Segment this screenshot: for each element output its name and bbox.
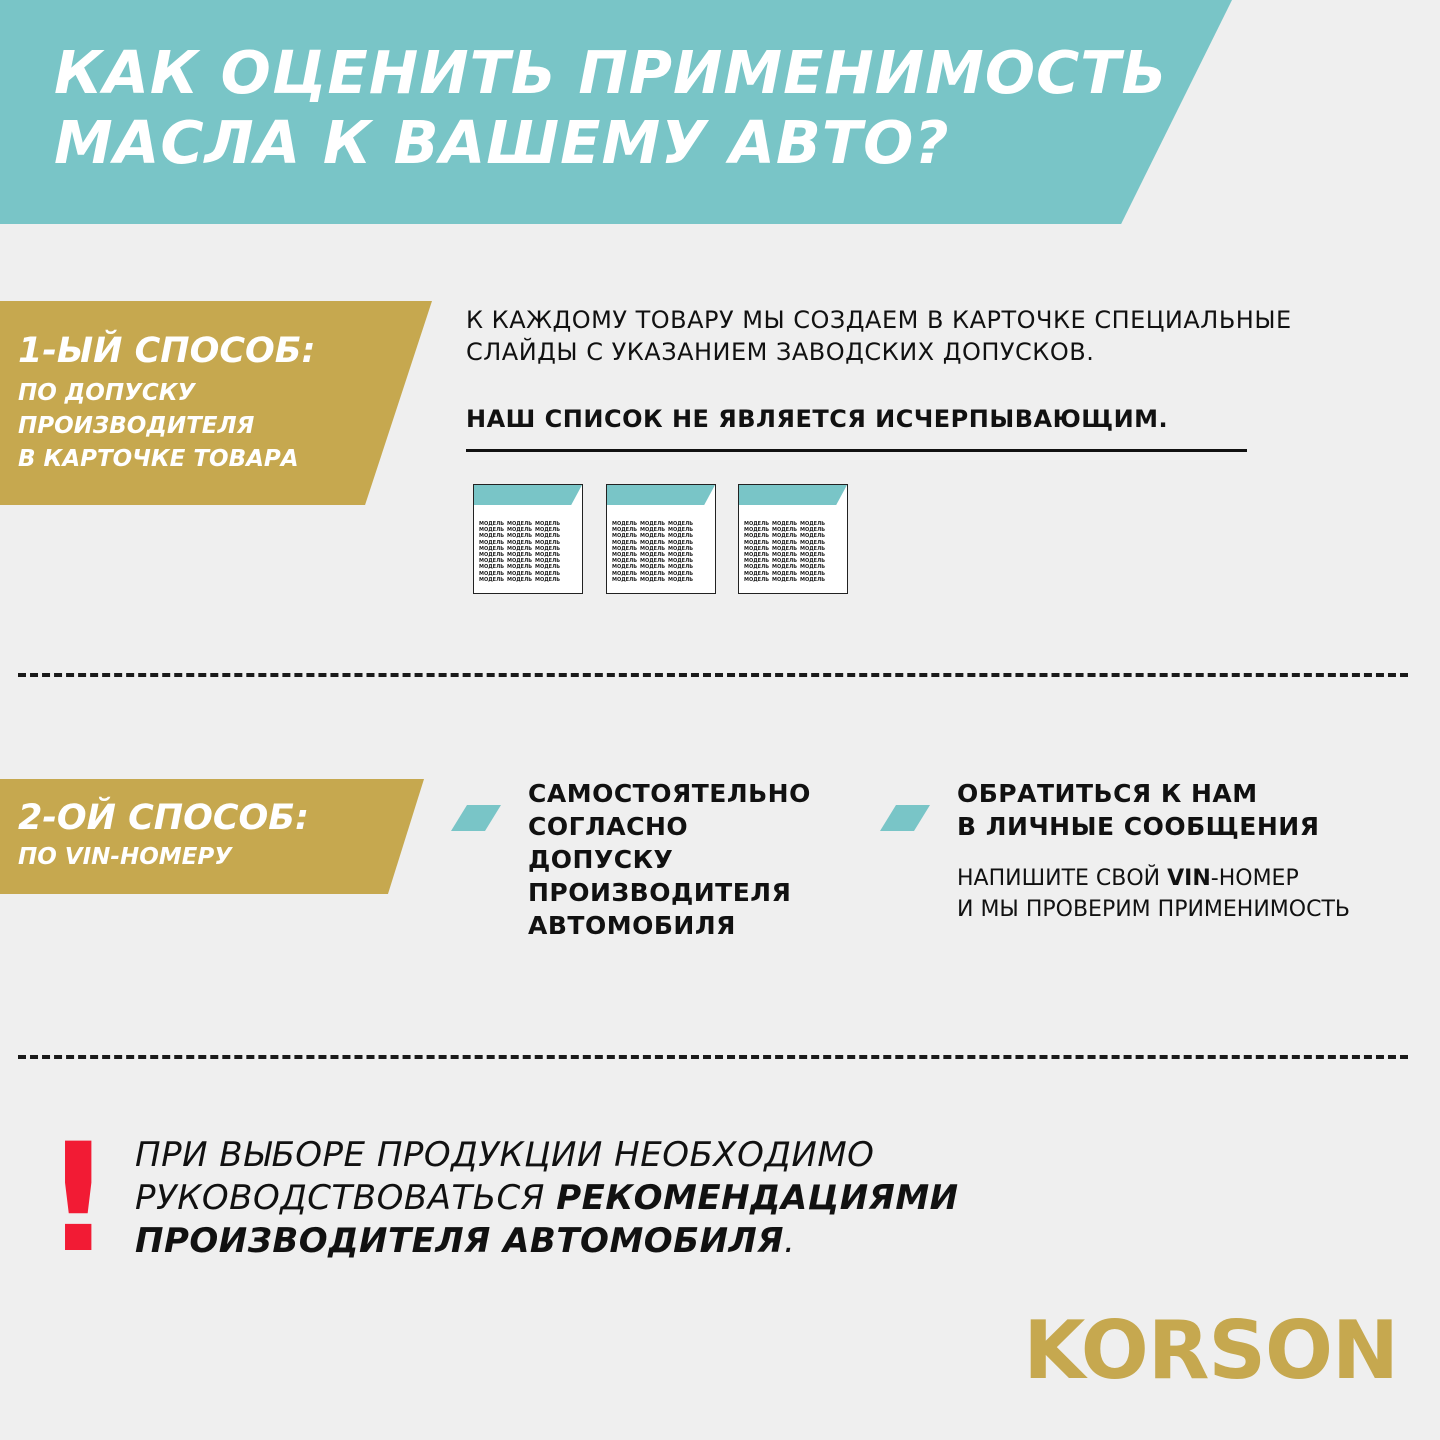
warning-line3 [135, 1220, 1235, 1263]
method1-note: НАШ СПИСОК НЕ ЯВЛЯЕТСЯ ИСЧЕРПЫВАЮЩИМ. [466, 405, 1169, 433]
dashed-divider-2 [18, 1055, 1408, 1059]
slide-model-word: МОДЕЛЬ [772, 521, 798, 527]
slide-model-word: МОДЕЛЬ [612, 558, 638, 565]
slide-model-word: МОДЕЛЬ [744, 545, 770, 552]
slide-header-band [474, 485, 582, 505]
option2-line2: В ЛИЧНЫЕ СООБЩЕНИЯ [957, 812, 1320, 841]
page-title-line2: МАСЛА К ВАШЕМУ АВТО? [54, 108, 950, 177]
warning-line3-end: . [783, 1221, 796, 1261]
slide-model-word: МОДЕЛЬ [744, 576, 770, 583]
method2-label [18, 797, 309, 874]
exclamation-icon: ! [44, 1112, 113, 1286]
slide-model-word: МОДЕЛЬ [668, 570, 694, 577]
slide-model-word: МОДЕЛЬ [800, 527, 826, 534]
slide-model-word: МОДЕЛЬ [800, 564, 826, 571]
warning-text [135, 1134, 1235, 1263]
slide-model-word: МОДЕЛЬ [507, 558, 533, 565]
slide-model-word: МОДЕЛЬ [479, 533, 505, 540]
slide-model-word: МОДЕЛЬ [668, 545, 694, 552]
page-title [54, 38, 1214, 178]
warning-line2-plain: РУКОВОДСТВОВАТЬСЯ [135, 1178, 557, 1218]
slide-model-word: МОДЕЛЬ [507, 539, 533, 546]
slide-model-word: МОДЕЛЬ [744, 558, 770, 565]
slide-model-grid [744, 521, 844, 583]
slide-header-band [607, 485, 715, 505]
slide-thumbnail-1 [473, 484, 583, 594]
slide-thumbnail-3 [738, 484, 848, 594]
option1-line4: ПРОИЗВОДИТЕЛЯ [528, 878, 792, 907]
slide-model-word: МОДЕЛЬ [744, 521, 770, 527]
warning-line1: ПРИ ВЫБОРЕ ПРОДУКЦИИ НЕОБХОДИМО [135, 1135, 875, 1175]
option2-desc-text-c: -НОМЕР [1210, 866, 1299, 891]
method1-desc-line1: К КАЖДОМУ ТОВАРУ МЫ СОЗДАЕМ В КАРТОЧКЕ СПЕЦИАЛЬНЫЕ [466, 306, 1292, 334]
slide-model-word: МОДЕЛЬ [744, 527, 770, 534]
slide-model-word: МОДЕЛЬ [612, 545, 638, 552]
slide-model-word: МОДЕЛЬ [507, 521, 533, 527]
slide-model-word: МОДЕЛЬ [640, 552, 666, 559]
option2-desc-vin: VIN [1167, 866, 1211, 891]
option1-line1: САМОСТОЯТЕЛЬНО [528, 779, 811, 808]
method1-underline [466, 449, 1247, 452]
slide-model-word: МОДЕЛЬ [668, 552, 694, 559]
option2-marker-icon [880, 805, 930, 831]
slide-model-word: МОДЕЛЬ [479, 558, 505, 565]
slide-model-word: МОДЕЛЬ [479, 564, 505, 571]
slide-model-word: МОДЕЛЬ [800, 570, 826, 577]
slide-model-word: МОДЕЛЬ [668, 521, 694, 527]
slide-model-word: МОДЕЛЬ [612, 539, 638, 546]
slide-model-word: МОДЕЛЬ [535, 564, 561, 571]
slide-model-word: МОДЕЛЬ [800, 533, 826, 540]
option2-text [957, 777, 1350, 925]
slide-model-word: МОДЕЛЬ [507, 576, 533, 583]
slide-model-word: МОДЕЛЬ [772, 552, 798, 559]
slide-model-word: МОДЕЛЬ [535, 558, 561, 565]
option1-marker-icon [451, 805, 501, 831]
slide-model-word: МОДЕЛЬ [535, 545, 561, 552]
slide-model-word: МОДЕЛЬ [800, 521, 826, 527]
slide-model-word: МОДЕЛЬ [772, 558, 798, 565]
slide-model-word: МОДЕЛЬ [640, 570, 666, 577]
slide-header-band [739, 485, 847, 505]
slide-model-word: МОДЕЛЬ [507, 527, 533, 534]
slide-model-word: МОДЕЛЬ [535, 552, 561, 559]
slide-model-word: МОДЕЛЬ [640, 545, 666, 552]
slide-model-word: МОДЕЛЬ [668, 533, 694, 540]
slide-grid-row [479, 577, 579, 583]
warning-line2 [135, 1177, 1235, 1220]
slide-model-word: МОДЕЛЬ [507, 545, 533, 552]
slide-model-word: МОДЕЛЬ [772, 570, 798, 577]
slide-model-word: МОДЕЛЬ [744, 570, 770, 577]
slide-model-word: МОДЕЛЬ [640, 527, 666, 534]
slide-model-word: МОДЕЛЬ [535, 533, 561, 540]
slide-model-word: МОДЕЛЬ [668, 558, 694, 565]
slide-model-word: МОДЕЛЬ [640, 539, 666, 546]
option2-line1: ОБРАТИТЬСЯ К НАМ [957, 779, 1258, 808]
slide-model-word: МОДЕЛЬ [479, 521, 505, 527]
method1-sub-line2: ПРОИЗВОДИТЕЛЯ [18, 413, 255, 439]
slide-model-word: МОДЕЛЬ [800, 552, 826, 559]
method1-sub-line3: В КАРТОЧКЕ ТОВАРА [18, 446, 299, 472]
slide-model-word: МОДЕЛЬ [772, 539, 798, 546]
slide-model-word: МОДЕЛЬ [612, 570, 638, 577]
slide-model-word: МОДЕЛЬ [640, 558, 666, 565]
slide-model-word: МОДЕЛЬ [507, 533, 533, 540]
option1-line3: ДОПУСКУ [528, 845, 674, 874]
slide-model-grid [479, 521, 579, 583]
slide-model-word: МОДЕЛЬ [744, 564, 770, 571]
method1-description [466, 304, 1406, 368]
slide-model-word: МОДЕЛЬ [535, 570, 561, 577]
slide-model-word: МОДЕЛЬ [640, 564, 666, 571]
slide-model-word: МОДЕЛЬ [479, 576, 505, 583]
slide-model-word: МОДЕЛЬ [800, 545, 826, 552]
slide-model-word: МОДЕЛЬ [772, 527, 798, 534]
slide-model-word: МОДЕЛЬ [668, 527, 694, 534]
page-title-line1: КАК ОЦЕНИТЬ ПРИМЕНИМОСТЬ [54, 38, 1168, 107]
slide-model-word: МОДЕЛЬ [535, 539, 561, 546]
slide-model-word: МОДЕЛЬ [612, 564, 638, 571]
warning-line2-bold: РЕКОМЕНДАЦИЯМИ [556, 1178, 959, 1218]
slide-thumbnail-2 [606, 484, 716, 594]
slide-model-word: МОДЕЛЬ [479, 527, 505, 534]
slide-model-word: МОДЕЛЬ [479, 539, 505, 546]
slide-model-word: МОДЕЛЬ [668, 564, 694, 571]
option2-desc-line1 [957, 863, 1350, 894]
slide-model-word: МОДЕЛЬ [535, 521, 561, 527]
slide-model-word: МОДЕЛЬ [612, 521, 638, 527]
slide-model-grid [612, 521, 712, 583]
method1-desc-line2: СЛАЙДЫ С УКАЗАНИЕМ ЗАВОДСКИХ ДОПУСКОВ. [466, 338, 1095, 366]
slide-model-word: МОДЕЛЬ [640, 533, 666, 540]
slide-model-word: МОДЕЛЬ [507, 570, 533, 577]
slide-model-word: МОДЕЛЬ [479, 570, 505, 577]
slide-model-word: МОДЕЛЬ [535, 527, 561, 534]
slide-model-word: МОДЕЛЬ [535, 576, 561, 583]
slide-model-word: МОДЕЛЬ [612, 576, 638, 583]
method1-title: 1-ЫЙ СПОСОБ: [18, 331, 316, 371]
slide-model-word: МОДЕЛЬ [800, 576, 826, 583]
slide-model-word: МОДЕЛЬ [612, 527, 638, 534]
slide-model-word: МОДЕЛЬ [507, 552, 533, 559]
slide-model-word: МОДЕЛЬ [744, 539, 770, 546]
slide-model-word: МОДЕЛЬ [800, 539, 826, 546]
option2-desc-text-a: НАПИШИТЕ СВОЙ [957, 866, 1168, 891]
dashed-divider-1 [18, 673, 1408, 677]
method2-title: 2-ОЙ СПОСОБ: [18, 798, 309, 838]
method2-sub: ПО VIN-НОМЕРУ [18, 844, 232, 870]
slide-model-word: МОДЕЛЬ [744, 533, 770, 540]
slide-model-word: МОДЕЛЬ [479, 552, 505, 559]
option1-line5: АВТОМОБИЛЯ [528, 911, 736, 940]
slide-grid-row [612, 577, 712, 583]
slide-model-word: МОДЕЛЬ [479, 545, 505, 552]
slide-model-word: МОДЕЛЬ [668, 576, 694, 583]
slide-model-word: МОДЕЛЬ [507, 564, 533, 571]
option1-line2: СОГЛАСНО [528, 812, 689, 841]
slide-model-word: МОДЕЛЬ [640, 576, 666, 583]
slide-model-word: МОДЕЛЬ [640, 521, 666, 527]
slide-model-word: МОДЕЛЬ [772, 545, 798, 552]
method1-label [18, 330, 315, 476]
option1-text [528, 777, 811, 942]
method1-sub-line1: ПО ДОПУСКУ [18, 380, 196, 406]
slide-model-word: МОДЕЛЬ [772, 576, 798, 583]
slide-model-word: МОДЕЛЬ [668, 539, 694, 546]
slide-model-word: МОДЕЛЬ [772, 533, 798, 540]
korson-logo: KORSON [1023, 1304, 1398, 1397]
slide-model-word: МОДЕЛЬ [612, 552, 638, 559]
slide-model-word: МОДЕЛЬ [744, 552, 770, 559]
option2-desc-line2: И МЫ ПРОВЕРИМ ПРИМЕНИМОСТЬ [957, 897, 1350, 922]
slide-grid-row [744, 577, 844, 583]
warning-line3-bold: ПРОИЗВОДИТЕЛЯ АВТОМОБИЛЯ [135, 1221, 784, 1261]
slide-model-word: МОДЕЛЬ [612, 533, 638, 540]
slide-model-word: МОДЕЛЬ [772, 564, 798, 571]
slide-model-word: МОДЕЛЬ [800, 558, 826, 565]
